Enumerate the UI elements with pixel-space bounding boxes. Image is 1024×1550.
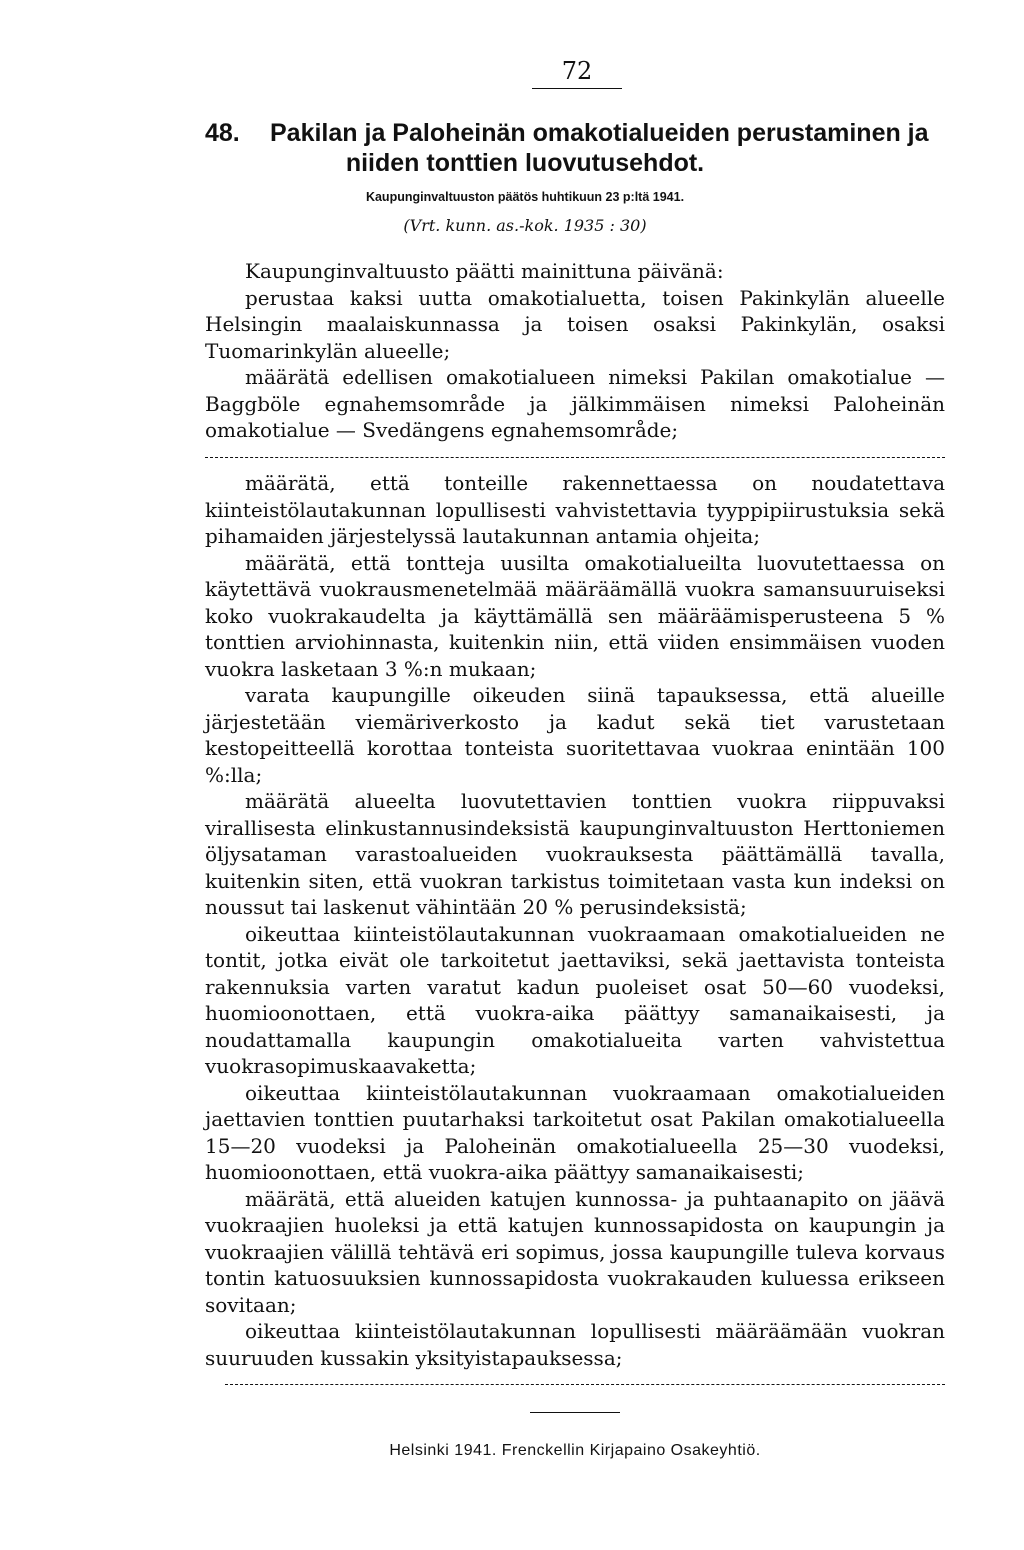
omission-dashes bbox=[205, 1371, 945, 1398]
page-number-rule bbox=[532, 88, 622, 89]
heading-line-1: Pakilan ja Paloheinän omakotialueiden perustaminen ja bbox=[270, 119, 929, 147]
footer-imprint: Helsinki 1941. Frenckellin Kirjapaino Osakeyhtiö. bbox=[389, 1441, 761, 1459]
paragraph: oikeuttaa kiinteistölautakunnan lopullisesti määräämään vuokran suuruuden kussakin yksityistapauksessa; bbox=[205, 1319, 945, 1370]
paragraph: perustaa kaksi uutta omakotialuetta, toisen Pakinkylän alueelle Helsingin maalaiskunnassa ja toisen osaksi Pakinkylän, osaksi Tuomarinkylän alueelle; bbox=[205, 285, 945, 363]
paragraph: määrätä edellisen omakotialueen nimeksi Pakilan omakotialue — Baggböle egnahemsområde ja jälkimmäisen nimeksi Paloheinän omakotialue — Svedängens egnahemsområde; bbox=[205, 365, 945, 442]
section-number: 48. bbox=[205, 119, 240, 147]
paragraph: oikeuttaa kiinteistölautakunnan vuokraamaan omakotialueiden ne tontit, jotka eivät ole tarkoitetut jaettaviksi, sekä jaettavista tonteista rakennuksia varten varatut kadun puoleiset osat 50—60 vuodeksi, huomioonottaen, että vuokra-aika päättyy samanaikaisesti, ja noudattamalla kaupungin omakotialueita varten vahvistettua vuokrasopimuskaavaketta; bbox=[205, 921, 945, 1078]
decision-date-line: Kaupunginvaltuuston päätös huhtikuun 23 p:ltä 1941. bbox=[365, 190, 685, 204]
footer-rule-wrap bbox=[205, 1398, 945, 1426]
paragraph: varata kaupungille oikeuden siinä tapauksessa, että alueille järjestetään viemäriverkosto ja kadut sekä tiet varustetaan kestopeitteellä korottaa tonteista suoritettavaa vuokraa enintään 100 %:lla; bbox=[205, 683, 945, 787]
page-number: 72 bbox=[561, 57, 593, 85]
paragraph: määrätä, että tontteja uusilta omakotialueilta luovutettaessa on käytettävä vuokrausmenetelmää määräämällä vuokra samansuuruiseksi koko vuokrakaudelta ja käyttämällä sen määräämisperusteena 5 % tonttien arviohinnasta, kuitenkin niin, että viiden ensimmäisen vuoden vuokra lasketaan 3 %:n mukaan; bbox=[205, 550, 945, 681]
paragraph: määrätä, että alueiden katujen kunnossa- ja puhtaanapito on jäävä vuokraajien huoleksi ja että katujen kunnossapidosta on kaupungin ja vuokraajien välillä tehtävä eri sopimus, jossa kaupungille tuleva korvaus tontin katuosuuksien kunnossapidosta vuokrakauden kuluessa erikseen sovitaan; bbox=[205, 1186, 945, 1317]
document-body bbox=[205, 258, 945, 1462]
paragraph: määrätä alueelta luovutettavien tonttien vuokra riippuvaksi virallisesta elinkustannusindeksistä kaupunginvaltuuston Herttoniemen öljysataman varastoalueiden vuokrauksesta päättämällä tavalla, kuitenkin siten, että vuokran tarkistus toimitetaan vasta kun indeksi on noussut tai laskenut vähintään 20 % perusindeksistä; bbox=[205, 789, 945, 919]
omission-dashes bbox=[205, 444, 945, 471]
paragraph: oikeuttaa kiinteistölautakunnan vuokraamaan omakotialueiden jaettavien tonttien puutarhaksi tarkoitetut osat Pakilan omakotialueella 15—20 vuodeksi ja Paloheinän omakotialueella 25—30 vuodeksi, huomioonottaen, että vuokra-aika päättyy samanaikaisesti; bbox=[205, 1080, 945, 1184]
paragraph: määrätä, että tonteille rakennettaessa on noudatettava kiinteistölautakunnan lopullisesti vahvistettavia tyyppipiirustuksia sekä pihamaiden järjestelyssä lautakunnan antamia ohjeita; bbox=[205, 471, 945, 548]
reference-note: (Vrt. kunn. as.-kok. 1935 : 30) bbox=[403, 216, 647, 235]
intro-paragraph: Kaupunginvaltuusto päätti mainittuna päivänä: bbox=[245, 259, 724, 283]
heading-line-2: niiden tonttien luovutusehdot. bbox=[345, 149, 705, 177]
footer-rule bbox=[530, 1412, 620, 1413]
